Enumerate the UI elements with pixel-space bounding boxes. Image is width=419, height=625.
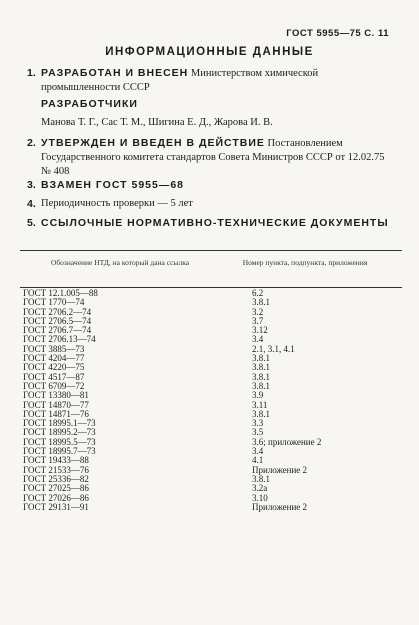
section-caps: УТВЕРЖДЕН И ВВЕДЕН В ДЕЙСТВИЕ (41, 137, 265, 149)
ntd-designation: ГОСТ 3885—73 (23, 343, 85, 354)
clause-number: 3.11 (252, 399, 268, 410)
clause-number: 3.12 (252, 325, 268, 336)
developers-list: Манова Т. Г., Сас Т. М., Шигина Е. Д., Жарова И. В. (41, 117, 273, 128)
ntd-designation: ГОСТ 14871—76 (23, 408, 89, 419)
reference-table-body (23, 289, 383, 512)
table-header (20, 250, 402, 288)
clause-number: Приложение 2 (252, 501, 308, 512)
section-number: 2. (27, 137, 36, 149)
section-text: Постановлением Государственного комитета стандартов Совета Министров СССР от 12.02.75 № 408 (41, 138, 385, 177)
table-row (23, 503, 383, 512)
clause-number: 3.8.1 (252, 473, 270, 484)
section-2 (27, 136, 397, 179)
section-4 (27, 197, 397, 211)
section-number: 1. (27, 67, 36, 79)
clause-number: 3.8.1 (252, 297, 270, 308)
ntd-designation: ГОСТ 12.1.005—88 (23, 288, 98, 298)
clause-number: 3.6; приложение 2 (252, 436, 322, 447)
ntd-designation: ГОСТ 27026—86 (23, 492, 89, 503)
ntd-designation: ГОСТ 2706.2—74 (23, 306, 92, 317)
clause-number: 3.3 (252, 418, 264, 429)
clause-number: 3.4 (252, 446, 264, 457)
ntd-designation: ГОСТ 2706.5—74 (23, 315, 92, 326)
section-text: Периодичность проверки — 5 лет (41, 198, 193, 209)
clause-number: 6.2 (252, 288, 264, 298)
page-header: ГОСТ 5955—75 С. 11 (286, 28, 389, 39)
clause-number: 2.1, 3.1, 4.1 (252, 343, 295, 354)
section-number: 4. (27, 198, 36, 210)
clause-number: 3.4 (252, 334, 264, 345)
clause-number: 3.8.1 (252, 362, 270, 373)
ntd-designation: ГОСТ 21533—76 (23, 464, 89, 475)
ntd-designation: ГОСТ 25336—82 (23, 473, 89, 484)
ntd-designation: ГОСТ 4517—87 (23, 371, 85, 382)
ntd-designation: ГОСТ 27025—86 (23, 483, 89, 494)
section-caps: РАЗРАБОТАН И ВНЕСЕН (41, 67, 189, 79)
ntd-designation: ГОСТ 13380—81 (23, 390, 89, 401)
column-header-ntd: Обозначение НТД, на который дана ссылка (50, 258, 190, 267)
section-1 (27, 66, 397, 95)
clause-number: 3.7 (252, 315, 264, 326)
clause-number: 3.8.1 (252, 353, 270, 364)
ntd-designation: ГОСТ 18995.5—73 (23, 436, 96, 447)
section-caps: ВЗАМЕН ГОСТ 5955—68 (41, 179, 185, 191)
clause-number: 3.8.1 (252, 371, 270, 382)
column-header-clause: Номер пункта, подпункта, приложения (242, 258, 368, 267)
ntd-designation: ГОСТ 18995.1—73 (23, 418, 96, 429)
ntd-designation: ГОСТ 4204—77 (23, 353, 85, 364)
clause-number: 3.2а (252, 483, 268, 494)
clause-number: 3.5 (252, 427, 264, 438)
section-caps: ССЫЛОЧНЫЕ НОРМАТИВНО-ТЕХНИЧЕСКИЕ ДОКУМЕНТЫ (41, 217, 389, 229)
ntd-designation: ГОСТ 6709—72 (23, 380, 85, 391)
section-text: Министерством химической промышленности СССР (41, 68, 319, 93)
ntd-designation: ГОСТ 1770—74 (23, 297, 85, 308)
developers-heading: РАЗРАБОТЧИКИ (41, 98, 138, 110)
document-title: ИНФОРМАЦИОННЫЕ ДАННЫЕ (105, 46, 314, 58)
ntd-designation: ГОСТ 2706.7—74 (23, 325, 92, 336)
clause-number: 3.8.1 (252, 408, 270, 419)
clause-number: Приложение 2 (252, 464, 308, 475)
ntd-designation: ГОСТ 29131—91 (23, 501, 89, 512)
ntd-designation: ГОСТ 18995.7—73 (23, 446, 96, 457)
section-5 (27, 216, 397, 231)
ntd-designation: ГОСТ 4220—75 (23, 362, 85, 373)
ntd-designation: ГОСТ 19433—88 (23, 455, 89, 466)
section-3 (27, 178, 397, 193)
ntd-designation: ГОСТ 2706.13—74 (23, 334, 96, 345)
section-number: 5. (27, 217, 36, 229)
ntd-designation: ГОСТ 18995.2—73 (23, 427, 96, 438)
clause-number: 3.10 (252, 492, 268, 503)
clause-number: 3.9 (252, 390, 264, 401)
section-number: 3. (27, 179, 36, 191)
clause-number: 3.2 (252, 306, 264, 317)
ntd-designation: ГОСТ 14870—77 (23, 399, 89, 410)
clause-number: 3.8.1 (252, 380, 270, 391)
clause-number: 4.1 (252, 455, 264, 466)
